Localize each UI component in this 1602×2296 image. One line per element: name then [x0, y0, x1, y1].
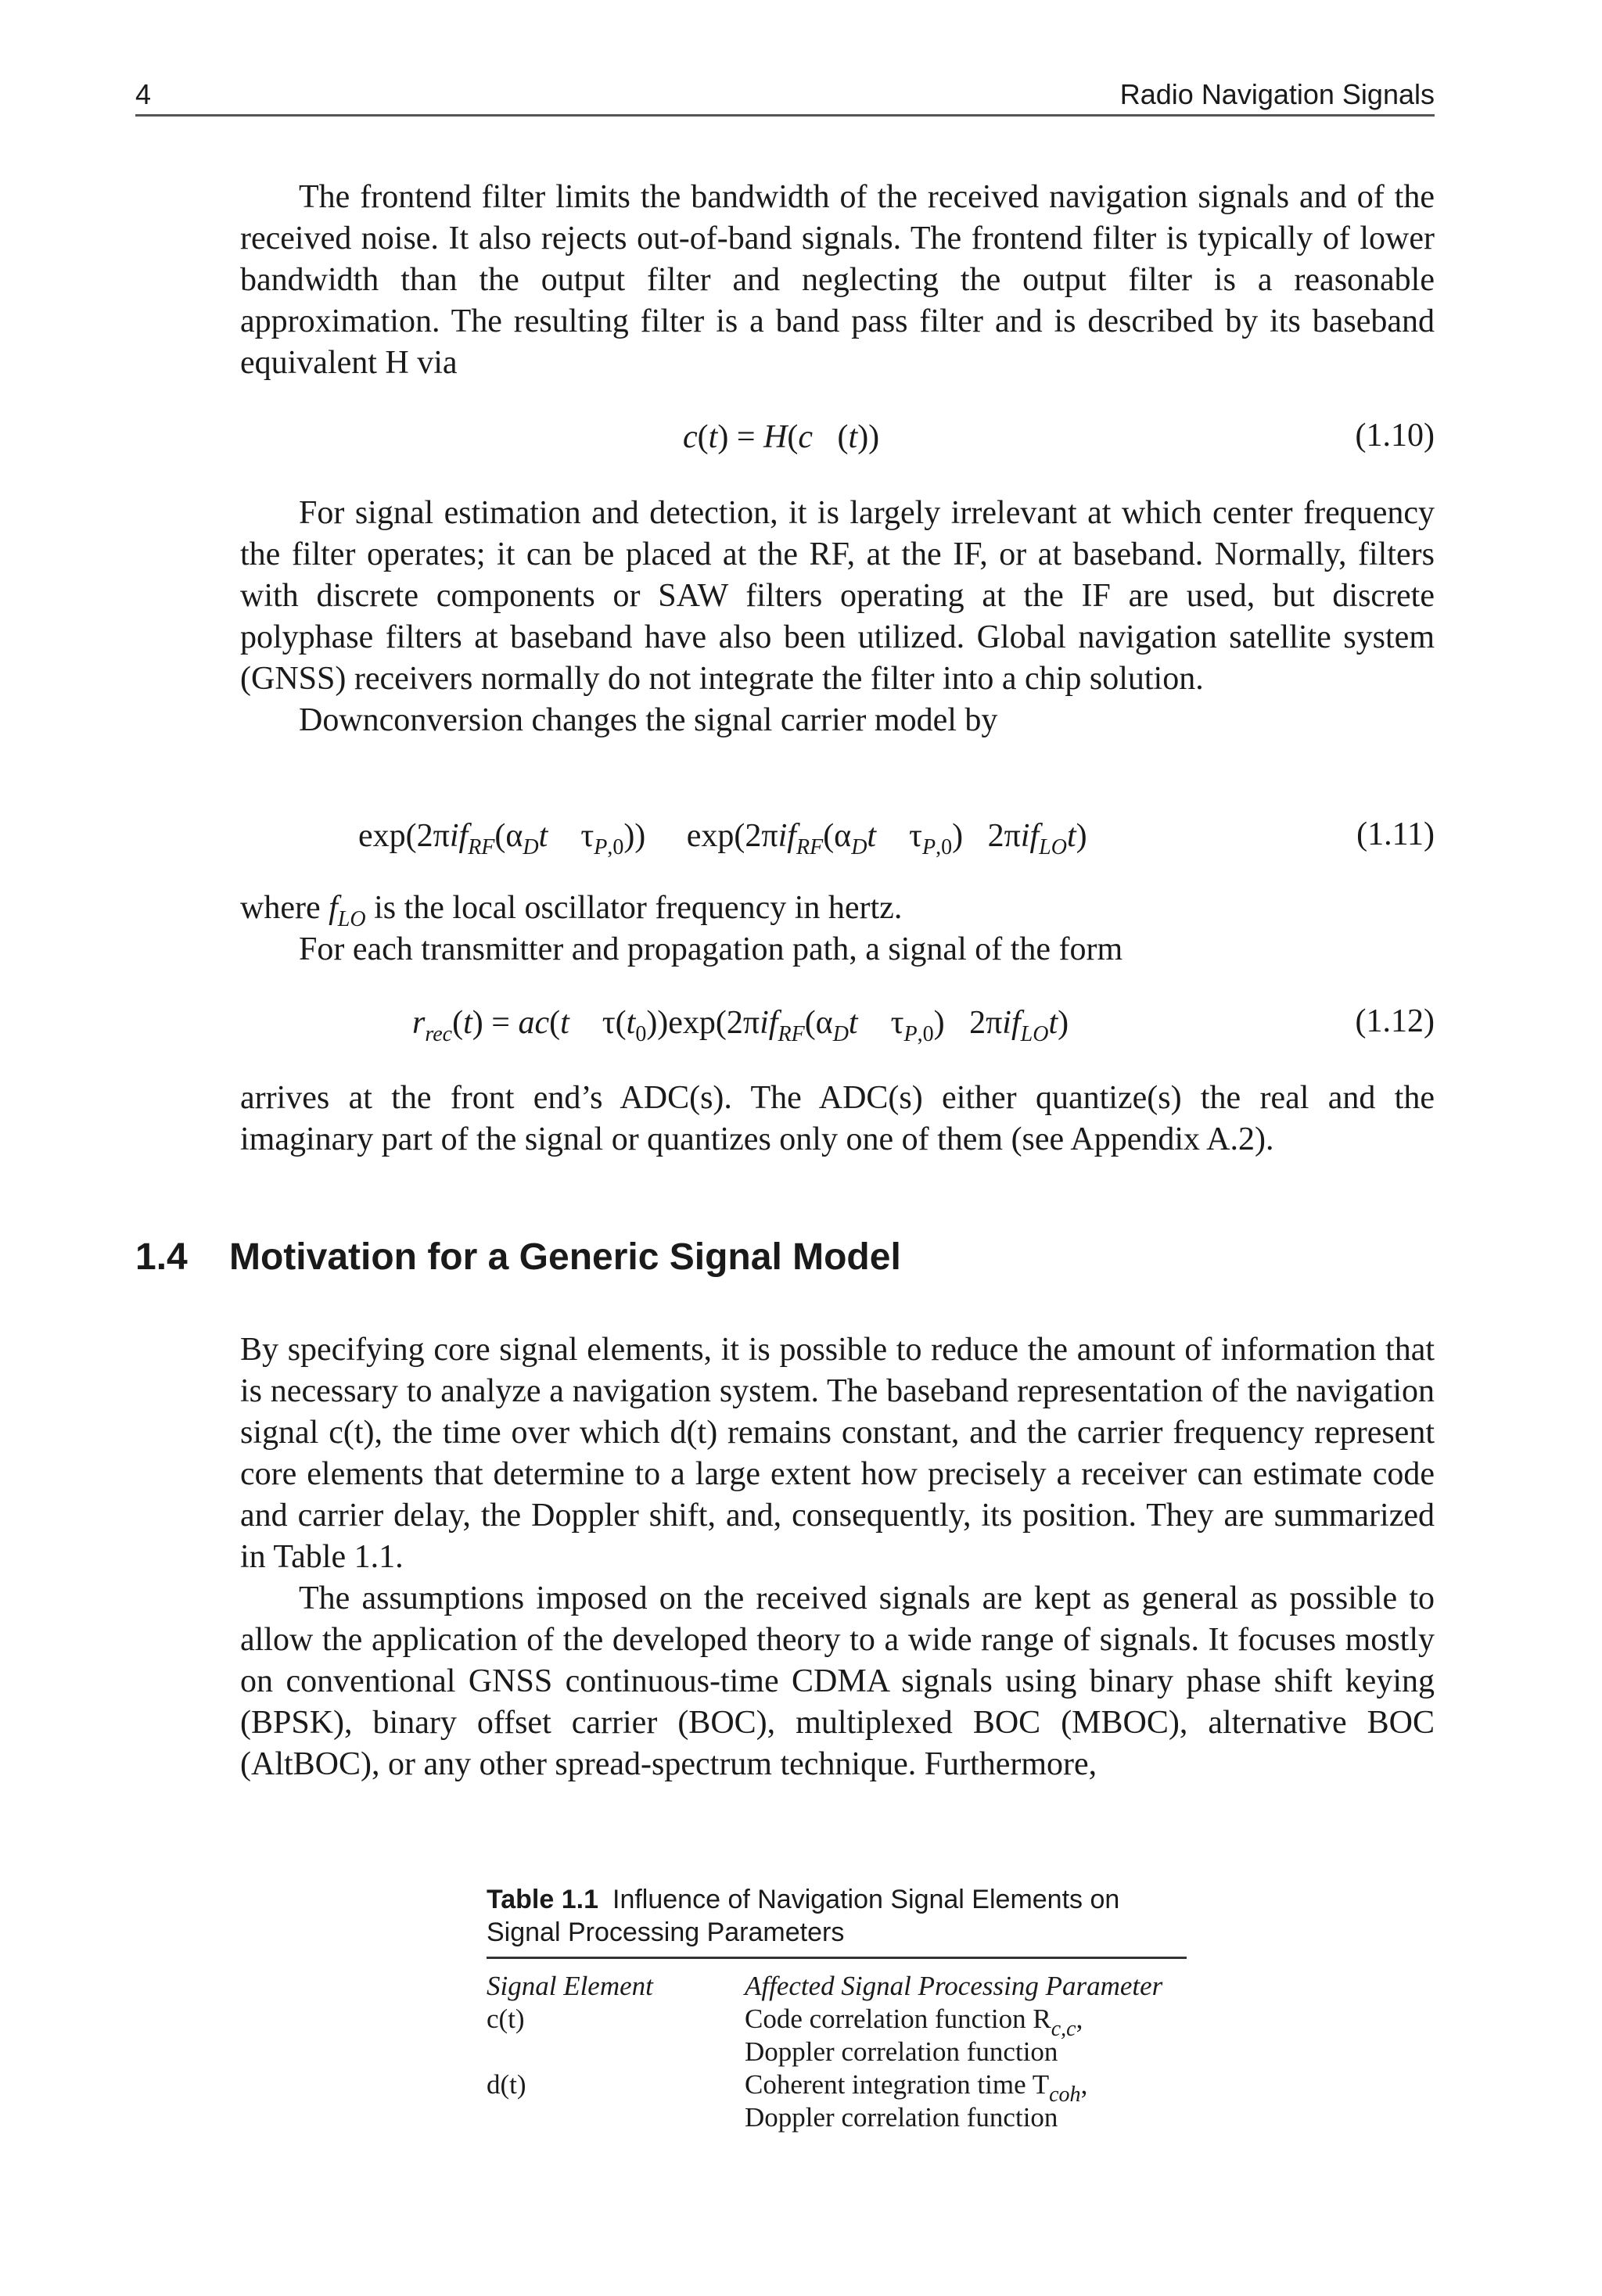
paragraph-2: For signal estimation and detection, it is largely irrelevant at which center frequency the filter operates; it can be placed at the RF, at the IF, or at baseband. Normally, filters with discrete components or SAW filters operating at the IF are used, but discrete polyphase filters at baseband have also been utilized. Global navigation satellite system (GNSS) receivers normally do not integrate the filter into a chip solution. [240, 495, 1435, 697]
running-title: Radio Navigation Signals [1119, 78, 1435, 110]
section-heading [135, 1236, 901, 1279]
table-cell-line-2: Doppler correlation function [745, 2102, 1058, 2133]
table-cell-line-2: Doppler correlation function [745, 2036, 1058, 2067]
paragraph-7-block [240, 1329, 1435, 1785]
table-cell-element: c(t) [487, 2004, 525, 2034]
table-caption [487, 1883, 1191, 1949]
table-caption-text: Influence of Navigation Signal Elements on Signal Processing Parameters [487, 1885, 1120, 1947]
table-label: Table 1.1 [487, 1885, 598, 1914]
equation-1-12: $r_{rec}(t) = ac(t$ $\tau(t_0))\exp(2\pi if_{RF}(\alpha_Dt$ $\tau_{P,0}$) 2πif$_{LO}$t) [412, 1005, 1069, 1046]
paragraph-4-block [240, 888, 1435, 970]
table-cell-parameter [745, 2003, 1187, 2068]
paragraph-4-start: where [240, 890, 329, 926]
table-cell-punct: , [1080, 2069, 1088, 2100]
paragraph-2-block [240, 493, 1435, 741]
table-1-1 [487, 1957, 1187, 2134]
table-cell-punct: , [1076, 2004, 1083, 2034]
table-cell-text: Coherent integration time T [745, 2069, 1050, 2100]
table-cell-element: d(t) [487, 2069, 526, 2100]
paragraph-6: arrives at the front end’s ADC(s). The ADC(s) either quantize(s) the real and the imaginary part of the signal or quantizes only one of them (see Appendix A.2). [240, 1080, 1435, 1157]
paragraph-1: The frontend filter limits the bandwidth of the received navigation signals and of the received noise. It also rejects out-of-band signals. The frontend filter is typically of lower bandwidth than the output filter and neglecting the output filter is a reasonable approximation. The resulting filter is a band pass filter and is described by its baseband equivalent H via [240, 179, 1435, 381]
table-header-row [487, 1970, 1187, 2003]
paragraph-4-end: is the local oscillator frequency in hertz. [365, 890, 903, 926]
paragraph-4: where $f_{LO}$ is the local oscillator frequency in hertz. [240, 890, 903, 931]
paragraph-3: Downconversion changes the signal carrier model by [299, 702, 998, 738]
table-cell-text: Code correlation function R [745, 2004, 1051, 2034]
table-header-parameter: Affected Signal Processing Parameter [745, 1971, 1163, 2001]
paragraph-1-block [240, 177, 1435, 384]
table-header-element: Signal Element [487, 1971, 653, 2001]
table-row [487, 2068, 1187, 2134]
table-cell-line [745, 2003, 1187, 2041]
table-cell-subscript: coh [1049, 2083, 1081, 2107]
equation-number-1-12: (1.12) [1355, 1003, 1435, 1039]
table-cell-subscript: c,c [1051, 2017, 1076, 2041]
equation-1-10: c(t) = H(c (t)) [683, 419, 880, 455]
equation-number-1-11: (1.11) [1356, 816, 1435, 852]
section-title: Motivation for a Generic Signal Model [229, 1236, 901, 1278]
equation-number-1-10: (1.10) [1355, 418, 1435, 454]
section-number: 1.4 [135, 1236, 188, 1278]
paragraph-7: By specifying core signal elements, it is possible to reduce the amount of information that is necessary to analyze a navigation system. The baseband representation of the navigation signal c(t), the time over which d(t) remains constant, and the carrier frequency represent core elements that determine to a large extent how precisely a receiver can estimate code and carrier delay, the Doppler shift, and, consequently, its position. They are summarized in Table 1.1. [240, 1332, 1435, 1575]
equation-1-11: $\exp(2\pi if_{RF}(\alpha_Dt$ $\tau_{P,0}$)) $\exp(2\pi if_{RF}(\alpha_Dt$ $\tau_{P,0}$) 2πif$_{LO}$t) [358, 818, 1087, 859]
page-number: 4 [135, 78, 152, 110]
paragraph-8: The assumptions imposed on the received signals are kept as general as possible to allow the application of the developed theory to a wide range of signals. It focuses mostly on conventional GNSS continuous-time CDMA signals using binary phase shift keying (BPSK), binary offset carrier (BOC), multiplexed BOC (MBOC), alternative BOC (AltBOC), or any other spread-spectrum technique. Furthermore, [240, 1580, 1435, 1782]
table-cell-line [745, 2068, 1187, 2107]
table-cell-parameter [745, 2068, 1187, 2134]
table-row [487, 2003, 1187, 2068]
paragraph-5: For each transmitter and propagation path, a signal of the form [299, 931, 1123, 967]
paragraph-6-block [240, 1078, 1435, 1161]
running-header [135, 75, 1435, 117]
